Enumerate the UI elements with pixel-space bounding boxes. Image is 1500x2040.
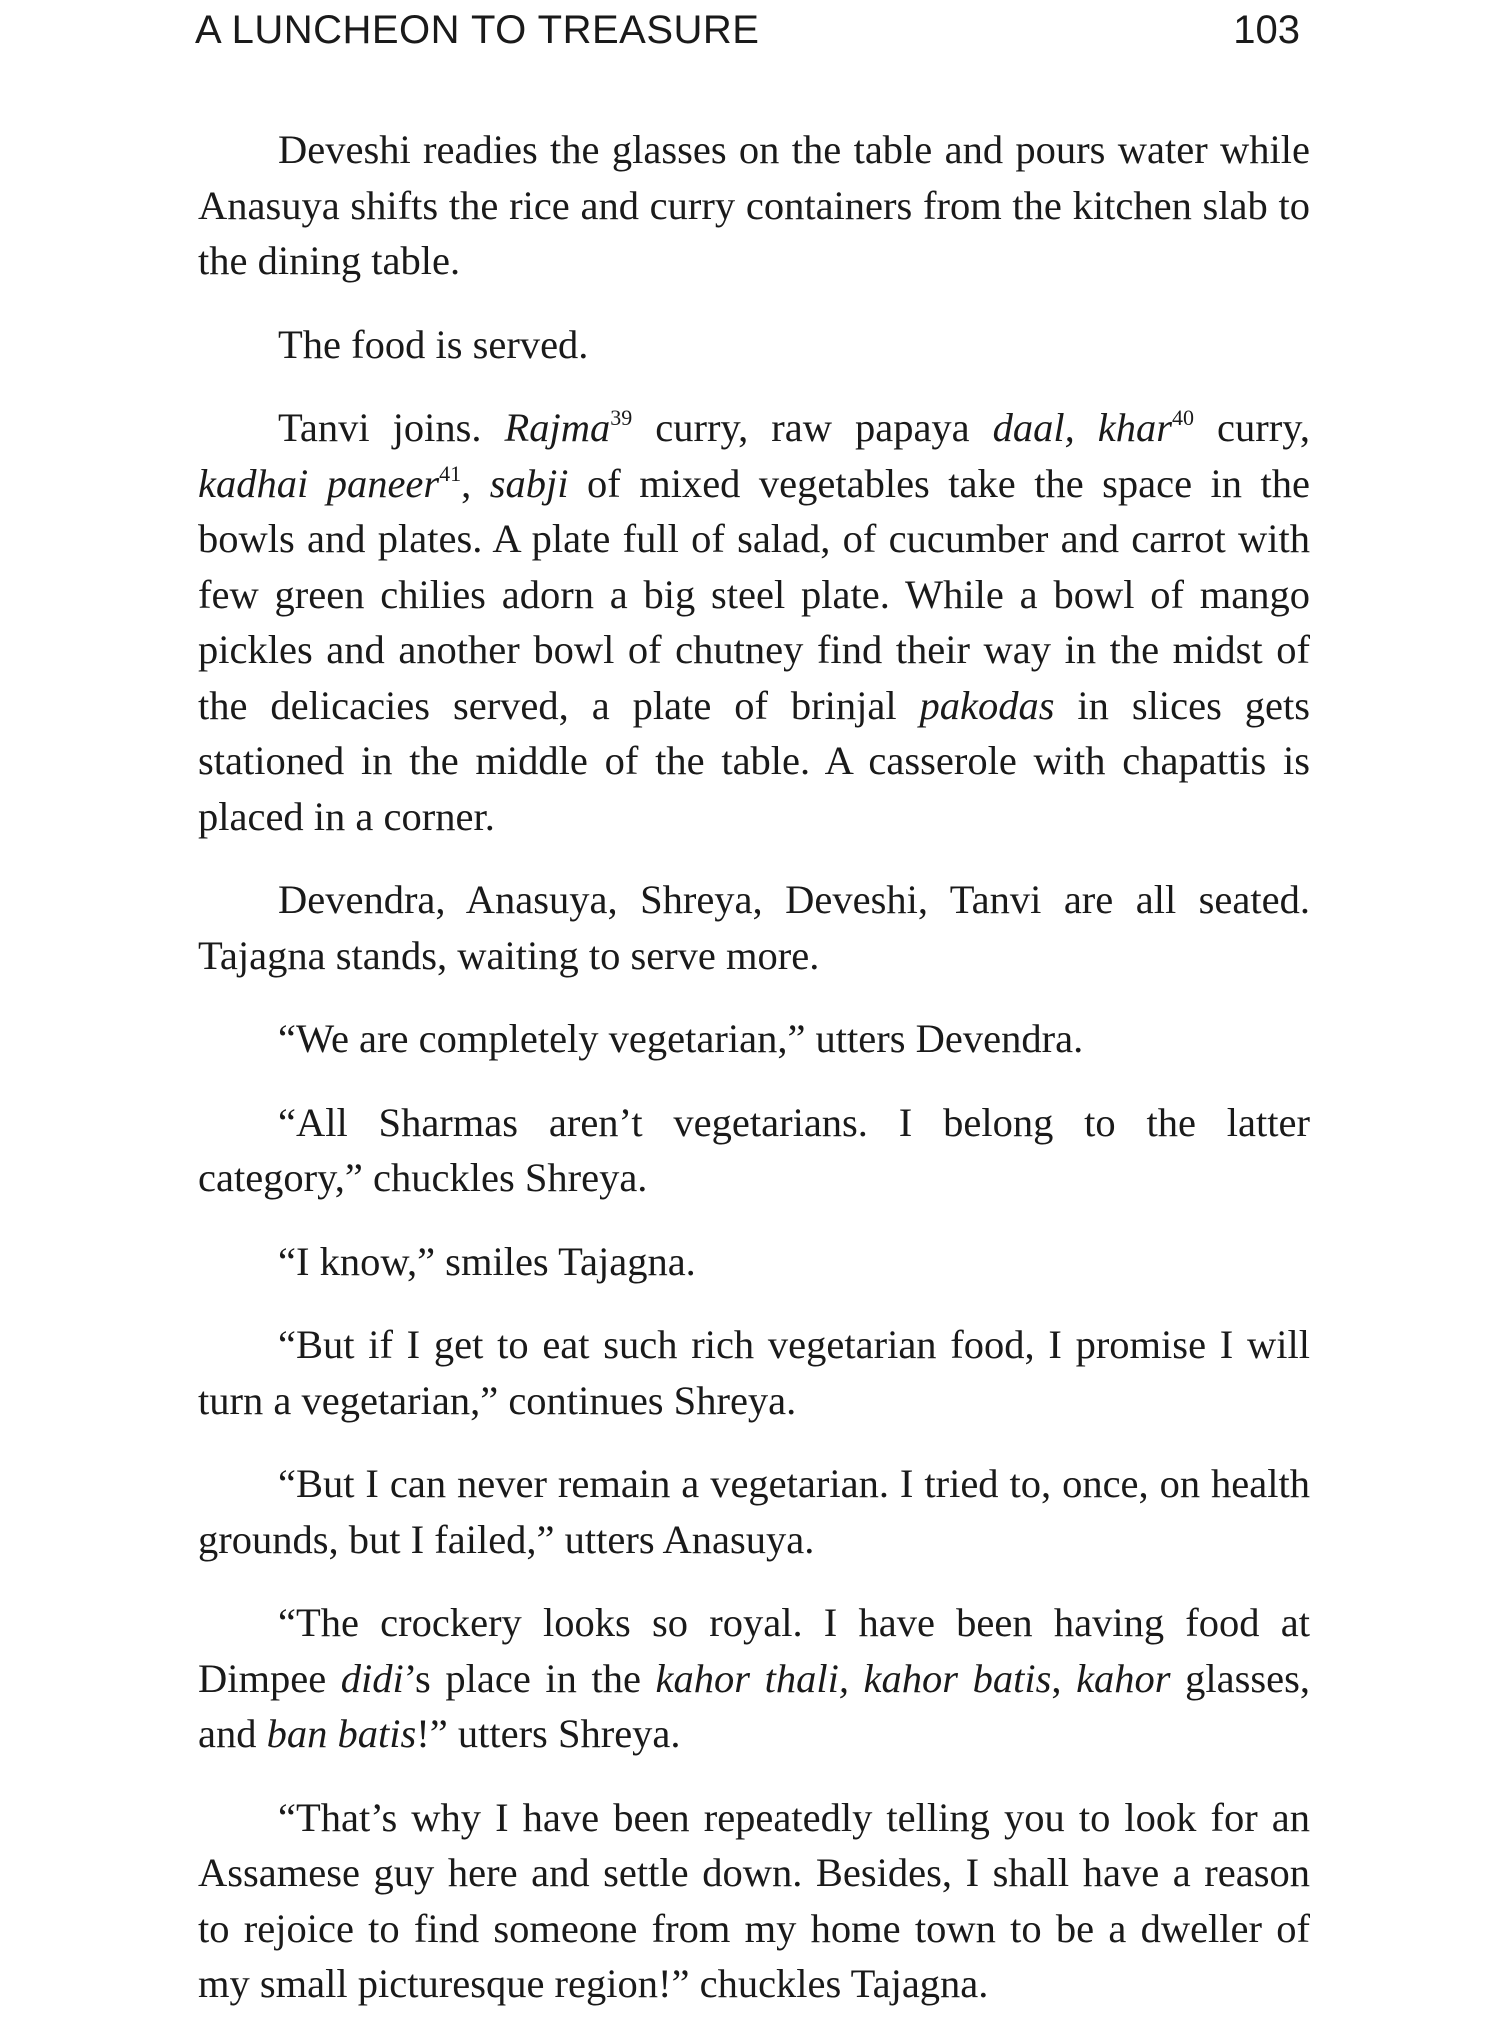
italic-term: kahor <box>1076 1655 1171 1701</box>
text-run: Devendra, Anasuya, Shreya, Deveshi, Tanvi are all seated. Tajagna stands, waiting to serve more. <box>198 877 1310 978</box>
paragraph <box>198 1456 1310 1567</box>
paragraph <box>198 1234 1310 1290</box>
text-run: “I know,” smiles Tajagna. <box>278 1238 696 1284</box>
paragraph <box>198 1790 1310 2012</box>
italic-term: Rajma <box>504 405 611 450</box>
text-run: curry, raw papaya <box>632 405 993 450</box>
italic-term: daal, khar <box>992 405 1173 450</box>
italic-term: kahor thali, kahor batis <box>655 1655 1052 1701</box>
italic-term: didi <box>340 1655 404 1701</box>
paragraph <box>198 1011 1310 1067</box>
text-run: !” utters Shreya. <box>416 1711 681 1756</box>
italic-term: ban batis <box>266 1711 417 1756</box>
paragraph <box>198 400 1310 844</box>
paragraph <box>198 1317 1310 1428</box>
paragraph <box>198 1095 1310 1206</box>
text-run: “That’s why I have been repeatedly telling you to look for an Assamese guy here and settle down. Besides, I shall have a reason to rejoice to find someone from my home town to be a dweller of my small picturesque region!” chuckles Tajagna. <box>198 1794 1310 2006</box>
text-run: The food is served. <box>278 321 589 367</box>
text-run: in slices gets stationed in the middle of the table. A casserole with chapattis is placed in a corner. <box>198 682 1310 839</box>
italic-term: kadhai paneer <box>198 460 440 506</box>
paragraph <box>198 317 1310 373</box>
text-run: “But if I get to eat such rich vegetarian food, I promise I will turn a vegetarian,” continues Shreya. <box>198 1322 1310 1423</box>
footnote-marker: 39 <box>610 405 633 430</box>
text-run: of mixed vegetables take the space in the bowls and plates. A plate full of salad, of cucumber and carrot with few green chilies adorn a big steel plate. While a bowl of mango pickles and another bowl of chutney find their way in the midst of the delicacies served, a plate of brinjal <box>198 460 1310 728</box>
text-run: Deveshi readies the glasses on the table and pours water while Anasuya shifts the rice and curry containers from the kitchen slab to the dining table. <box>198 127 1310 283</box>
text-run: , <box>461 460 490 506</box>
footnote-marker: 40 <box>1172 405 1195 430</box>
text-run: , <box>1051 1655 1077 1701</box>
italic-term: sabji <box>489 460 569 506</box>
text-run: “The crockery looks so royal. I have been having food at Dimpee <box>198 1600 1310 1701</box>
text-run: “But I can never remain a vegetarian. I tried to, once, on health grounds, but I failed,” utters Anasuya. <box>198 1461 1310 1562</box>
text-run: “All Sharmas aren’t vegetarians. I belong to the latter category,” chuckles Shreya. <box>198 1099 1310 1200</box>
page-number: 103 <box>1233 8 1300 52</box>
running-head-title: A LUNCHEON TO TREASURE <box>195 8 760 52</box>
italic-term: pakodas <box>919 682 1055 728</box>
text-run: ’s place in the <box>403 1655 656 1701</box>
text-run: Tanvi joins. <box>278 405 505 450</box>
text-run: “We are completely vegetarian,” utters Devendra. <box>278 1016 1084 1061</box>
paragraph <box>198 872 1310 983</box>
text-run: glasses, and <box>198 1655 1310 1756</box>
body-text <box>198 122 1310 2040</box>
text-run: curry, <box>1194 405 1310 450</box>
footnote-marker: 41 <box>439 460 462 486</box>
paragraph <box>198 122 1310 289</box>
paragraph <box>198 1595 1310 1762</box>
